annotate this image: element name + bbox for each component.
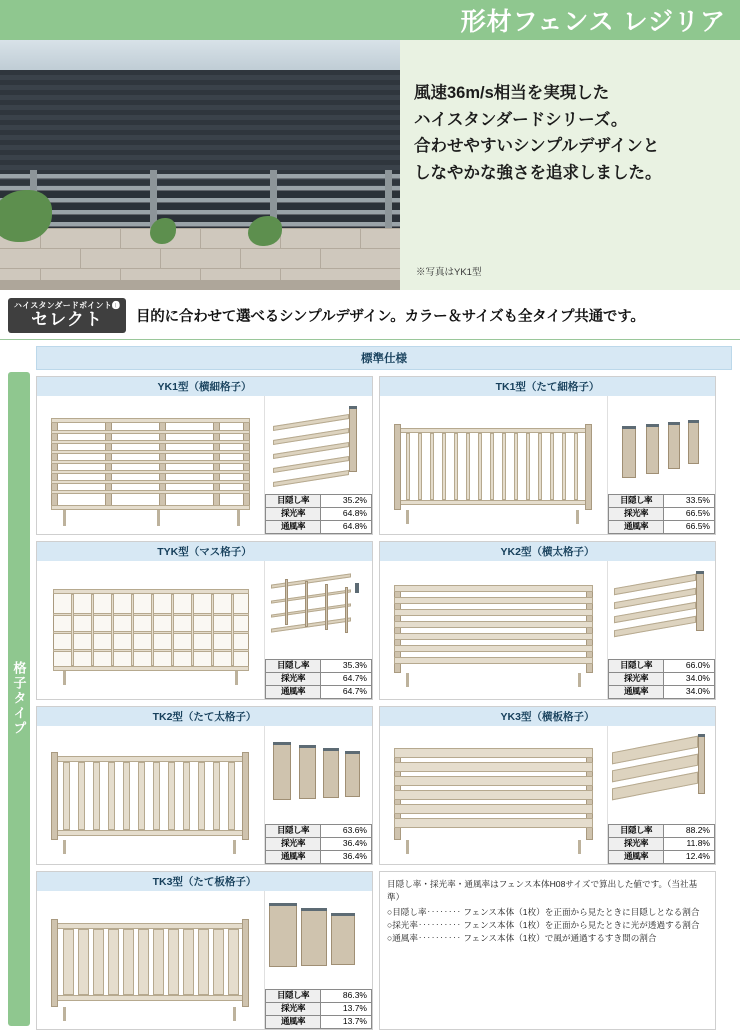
rate-label: 通風率 (266, 850, 321, 863)
hero-line-2: ハイスタンダードシリーズ。 (414, 110, 628, 129)
rate-label: 採光率 (609, 672, 664, 685)
rates-table-tk2 (265, 824, 372, 864)
rate-value: 36.4% (321, 850, 372, 863)
fence-elevation-tk3 (37, 891, 264, 1029)
rate-value: 11.8% (664, 837, 715, 850)
rates-table-yk1 (265, 494, 372, 534)
rates-table-tk1 (608, 494, 715, 534)
fence-perspective-tyk (264, 561, 372, 699)
rate-label: 目隠し率 (266, 989, 321, 1002)
fence-elevation-tk2 (37, 726, 264, 864)
footnote-row: ○目隠し率‥‥‥‥ フェンス本体（1枚）を正面から見たときに目隠しとなる割合 (387, 907, 700, 918)
fence-perspective-tk3 (264, 891, 372, 1029)
card-title: TYK型（マス格子） (37, 542, 372, 561)
footnote-row: ○採光率‥‥‥‥‥ フェンス本体（1枚）を正面から見たときに光が透過する割合 (387, 920, 700, 931)
card-title: TK2型（たて太格子） (37, 707, 372, 726)
hero-section (0, 40, 740, 290)
rates-table-tk3 (265, 989, 372, 1029)
fence-elevation-yk2 (380, 561, 607, 699)
hero-text (400, 40, 740, 290)
rate-value: 34.0% (664, 685, 715, 698)
photo-block-wall (0, 228, 400, 290)
rate-label: 通風率 (609, 850, 664, 863)
hero-line-1: 風速36m/s相当を実現した (414, 84, 610, 102)
highstandard-point-bar (0, 290, 740, 340)
rate-label: 採光率 (266, 1002, 321, 1015)
point-badge (8, 298, 126, 333)
footnote-row: ○通風率‥‥‥‥‥ フェンス本体（1枚）で風が通過するすき間の割合 (387, 933, 657, 944)
card-title: YK3型（横板格子） (380, 707, 715, 726)
spec-card-yk2[interactable] (379, 541, 716, 700)
rate-value: 35.3% (321, 659, 372, 672)
card-title: TK1型（たて細格子） (380, 377, 715, 396)
side-tab-lattice-type (8, 372, 30, 1026)
rate-value: 63.6% (321, 824, 372, 837)
rate-label: 採光率 (266, 837, 321, 850)
spec-card-grid (36, 376, 732, 1030)
rate-value: 66.0% (664, 659, 715, 672)
rate-label: 採光率 (609, 507, 664, 520)
rate-value: 66.5% (664, 507, 715, 520)
rate-value: 64.7% (321, 672, 372, 685)
rate-value: 64.8% (321, 507, 372, 520)
rate-value: 64.8% (321, 520, 372, 533)
spec-card-yk3[interactable] (379, 706, 716, 865)
rate-value: 88.2% (664, 824, 715, 837)
rate-label: 通風率 (266, 1015, 321, 1028)
fence-perspective-tk2 (264, 726, 372, 864)
point-description: 目的に合わせて選べるシンプルデザイン。カラー＆サイズも全タイプ共通です。 (136, 308, 645, 325)
rate-value: 36.4% (321, 837, 372, 850)
spec-card-tk3[interactable] (36, 871, 373, 1030)
rate-label: 採光率 (266, 672, 321, 685)
fence-elevation-tk1 (380, 396, 607, 534)
fence-perspective-yk2 (607, 561, 715, 699)
point-badge-small: ハイスタンダードポイント❶ (13, 301, 121, 310)
hero-line-3: 合わせやすいシンプルデザインと (414, 137, 660, 156)
point-badge-big: セレクト (31, 310, 103, 329)
rate-label: 通風率 (609, 685, 664, 698)
rate-label: 通風率 (266, 520, 321, 533)
rate-value: 86.3% (321, 989, 372, 1002)
rate-label: 通風率 (609, 520, 664, 533)
page-header (0, 0, 740, 40)
hero-line-4: しなやかな強さを追求しました。 (414, 164, 662, 183)
side-tab-label: 格子タイプ (11, 661, 27, 737)
footnote-head: 目隠し率・採光率・通風率はフェンス本体H08サイズで算出した値です。（当社基準） (387, 878, 698, 902)
fence-perspective-yk1 (264, 396, 372, 534)
rates-table-yk2 (608, 659, 715, 699)
hero-photo (0, 40, 400, 290)
rate-label: 目隠し率 (609, 659, 664, 672)
spec-card-tyk[interactable] (36, 541, 373, 700)
rate-value: 64.7% (321, 685, 372, 698)
rate-value: 35.2% (321, 494, 372, 507)
rate-value: 13.7% (321, 1002, 372, 1015)
fence-elevation-yk1 (37, 396, 264, 534)
footnotes-card (379, 871, 716, 1030)
rate-label: 採光率 (266, 507, 321, 520)
rate-label: 採光率 (609, 837, 664, 850)
rate-value: 66.5% (664, 520, 715, 533)
rates-table-yk3 (608, 824, 715, 864)
rate-value: 12.4% (664, 850, 715, 863)
spec-card-tk2[interactable] (36, 706, 373, 865)
rate-label: 目隠し率 (609, 824, 664, 837)
spec-card-tk1[interactable] (379, 376, 716, 535)
spec-section (0, 340, 740, 1030)
rate-label: 目隠し率 (266, 659, 321, 672)
fence-perspective-yk3 (607, 726, 715, 864)
hero-photo-note: ※写真はYK1型 (416, 267, 482, 278)
rate-value: 33.5% (664, 494, 715, 507)
rates-table-tyk (265, 659, 372, 699)
page-title: 形材フェンス レジリア (460, 8, 726, 36)
spec-card-yk1[interactable] (36, 376, 373, 535)
fence-perspective-tk1 (607, 396, 715, 534)
card-title: YK1型（横細格子） (37, 377, 372, 396)
standard-spec-header: 標準仕様 (36, 346, 732, 370)
fence-elevation-yk3 (380, 726, 607, 864)
rate-label: 通風率 (266, 685, 321, 698)
fence-elevation-tyk (37, 561, 264, 699)
rate-label: 目隠し率 (266, 494, 321, 507)
rate-label: 目隠し率 (609, 494, 664, 507)
rate-value: 13.7% (321, 1015, 372, 1028)
card-title: YK2型（横太格子） (380, 542, 715, 561)
card-title: TK3型（たて板格子） (37, 872, 372, 891)
rate-value: 34.0% (664, 672, 715, 685)
rate-label: 目隠し率 (266, 824, 321, 837)
